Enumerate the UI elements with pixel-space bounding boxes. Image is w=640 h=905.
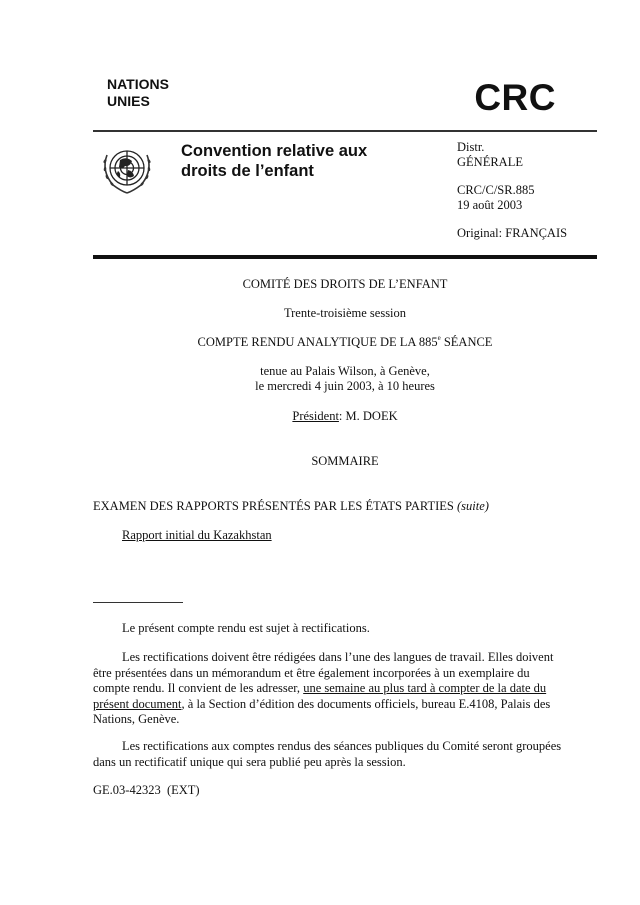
convention-title-line-1: Convention relative aux — [181, 142, 368, 160]
president-label: Président — [292, 409, 339, 423]
footnote-paragraph-2-end: , à la Section d’édition des documents officiels, bureau E.4108, Palais des Nations, Genève. — [93, 696, 551, 726]
document-symbol: CRC/C/SR.885 — [457, 183, 535, 197]
agenda-subitem: Rapport initial du Kazakhstan — [122, 528, 272, 542]
committee-name — [93, 277, 597, 292]
document-series-symbol: CRC — [474, 77, 556, 118]
committee-name-text: COMITÉ DES DROITS DE L’ENFANT — [242, 277, 448, 291]
session-name-text: Trente-troisième session — [283, 306, 407, 320]
organization-line-1: NATIONS — [107, 76, 169, 92]
distribution-value: GÉNÉRALE — [457, 155, 523, 169]
original-language: Original: FRANÇAIS — [457, 226, 568, 240]
agenda-item-text: EXAMEN DES RAPPORTS PRÉSENTÉS PAR LES ÉTATS PARTIES — [93, 499, 458, 513]
agenda-item — [93, 499, 489, 514]
meeting-venue — [93, 364, 597, 394]
summary-heading-text: SOMMAIRE — [311, 454, 379, 468]
distribution-label: Distr. — [457, 140, 485, 154]
session-name — [93, 306, 597, 321]
footnote-paragraph-2-text: Les rectifications doivent être rédigées dans l’une des langues de travail. Elles doivent être présentées dans un mémorandum et être également incorporées à un exemplaire du compte rendu. Il convient de les adresser, — [93, 650, 554, 695]
venue-line-2: le mercredi 4 juin 2003, à 10 heures — [255, 379, 435, 393]
footnote-paragraph-3-text: Les rectifications aux comptes rendus des séances publiques du Comité seront groupées dans un rectificatif unique qui sera publié peu après la session. — [93, 739, 562, 769]
convention-title-line-2: droits de l’enfant — [181, 162, 314, 180]
ordinal-superscript: e — [437, 334, 441, 342]
document-metadata — [457, 140, 567, 241]
un-emblem-icon — [98, 143, 156, 197]
footnote-paragraph-2 — [93, 650, 563, 728]
president-name: : M. DOEK — [338, 409, 398, 423]
venue-line-1: tenue au Palais Wilson, à Genève, — [260, 364, 430, 378]
footnote-paragraph-1-text: Le présent compte rendu est sujet à rectifications. — [122, 621, 370, 635]
footnote-paragraph-3 — [93, 739, 583, 770]
document-date: 19 août 2003 — [457, 198, 523, 212]
header-divider — [93, 130, 597, 132]
footnote-paragraph-1 — [93, 621, 593, 637]
summary-heading — [93, 454, 597, 469]
convention-title — [181, 141, 367, 181]
organization-name — [107, 76, 169, 110]
record-title-text: COMPTE RENDU ANALYTIQUE DE LA 885 — [197, 335, 438, 349]
job-number: GE.03-42323 (EXT) — [93, 783, 200, 797]
agenda-item-suffix: (suite) — [457, 499, 489, 513]
record-title-suffix: SÉANCE — [440, 335, 493, 349]
correction-deadline: une semaine au plus tard à compter de la date du présent document — [93, 681, 547, 711]
organization-line-2: UNIES — [107, 93, 150, 109]
header-bottom-divider — [93, 255, 597, 259]
record-title — [93, 335, 597, 350]
president — [93, 409, 597, 424]
footnote-separator — [93, 602, 183, 603]
